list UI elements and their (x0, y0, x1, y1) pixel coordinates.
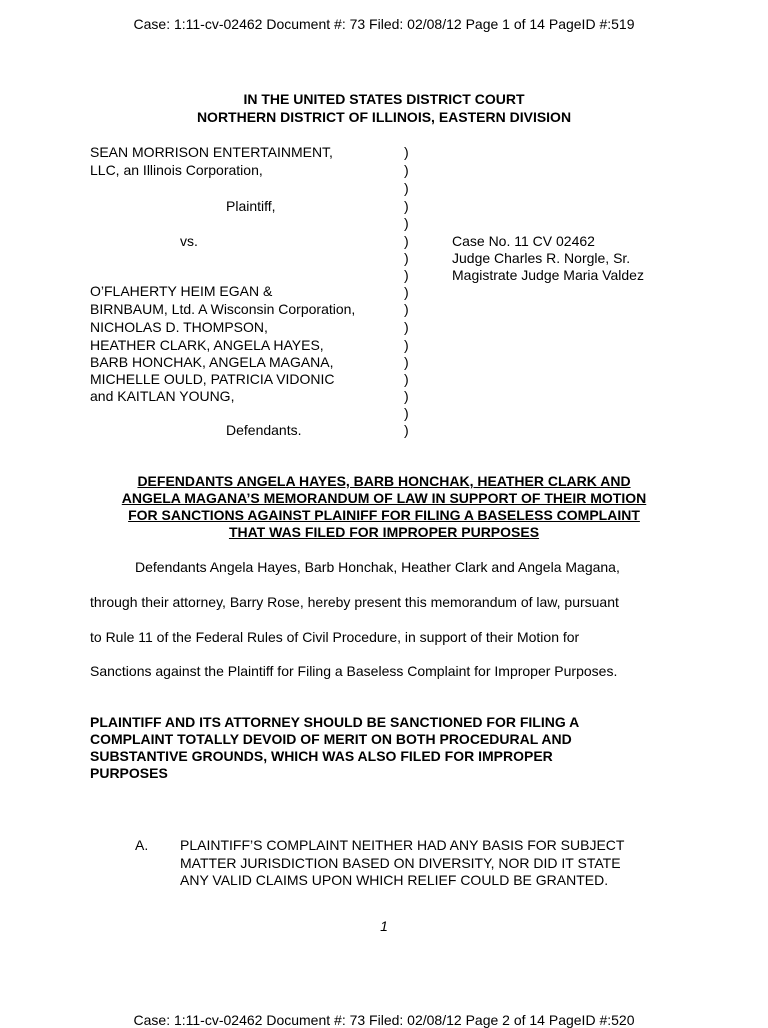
subsection-line-2: MATTER JURISDICTION BASED ON DIVERSITY, NOR DID IT STATE (180, 855, 621, 871)
body-line-1: Defendants Angela Hayes, Barb Honchak, Heather Clark and Angela Magana, (135, 559, 620, 575)
caption-paren: ) (404, 215, 409, 231)
document-title-line-3: FOR SANCTIONS AGAINST PLAINIFF FOR FILING A BASELESS COMPLAINT (128, 507, 640, 523)
caption-plaintiff-line-1: SEAN MORRISON ENTERTAINMENT, (90, 144, 333, 160)
caption-defendant-line-3: NICHOLAS D. THOMPSON, (90, 319, 268, 335)
judge: Judge Charles R. Norgle, Sr. (452, 250, 631, 266)
court-name-line-2: NORTHERN DISTRICT OF ILLINOIS, EASTERN DIVISION (196, 109, 572, 125)
caption-paren: ) (404, 337, 409, 353)
page-number: 1 (380, 918, 388, 934)
caption-paren: ) (404, 319, 409, 335)
section-heading-line-2: COMPLAINT TOTALLY DEVOID OF MERIT ON BOTH PROCEDURAL AND (90, 731, 572, 747)
caption-defendant-line-5: BARB HONCHAK, ANGELA MAGANA, (90, 354, 334, 370)
court-name-line-1: IN THE UNITED STATES DISTRICT COURT (243, 91, 525, 107)
section-heading-line-1: PLAINTIFF AND ITS ATTORNEY SHOULD BE SANCTIONED FOR FILING A (90, 714, 580, 730)
section-heading-line-3: SUBSTANTIVE GROUNDS, WHICH WAS ALSO FILED FOR IMPROPER (90, 748, 553, 764)
caption-plaintiff-label: Plaintiff, (226, 198, 276, 214)
caption-paren: ) (404, 267, 409, 283)
caption-defendant-line-1: O’FLAHERTY HEIM EGAN & (90, 283, 273, 299)
document-title-line-4: THAT WAS FILED FOR IMPROPER PURPOSES (228, 524, 540, 540)
caption-vs: vs. (180, 233, 198, 249)
caption-paren: ) (404, 162, 409, 178)
caption-paren: ) (404, 250, 409, 266)
magistrate-judge: Magistrate Judge Maria Valdez (452, 267, 644, 283)
document-title-line-2: ANGELA MAGANA’S MEMORANDUM OF LAW IN SUPPORT OF THEIR MOTION (121, 490, 647, 506)
body-line-3: to Rule 11 of the Federal Rules of Civil Procedure, in support of their Motion for (90, 629, 580, 645)
caption-paren: ) (404, 301, 409, 317)
case-number: Case No. 11 CV 02462 (452, 233, 595, 249)
caption-paren: ) (404, 144, 409, 160)
subsection-line-3: ANY VALID CLAIMS UPON WHICH RELIEF COULD BE GRANTED. (180, 872, 609, 888)
caption-defendant-line-7: and KAITLAN YOUNG, (90, 388, 235, 404)
page-header: Case: 1:11-cv-02462 Document #: 73 Filed: 02/08/12 Page 1 of 14 PageID #:519 (133, 16, 635, 32)
caption-paren: ) (404, 405, 409, 421)
next-page-header: Case: 1:11-cv-02462 Document #: 73 Filed: 02/08/12 Page 2 of 14 PageID #:520 (133, 1012, 635, 1028)
section-heading-line-4: PURPOSES (90, 765, 168, 781)
caption-paren: ) (404, 388, 409, 404)
caption-defendant-line-6: MICHELLE OULD, PATRICIA VIDONIC (90, 371, 335, 387)
body-line-2: through their attorney, Barry Rose, hereby present this memorandum of law, pursuant (90, 594, 619, 610)
subsection-label: A. (135, 837, 149, 853)
caption-paren: ) (404, 354, 409, 370)
caption-paren: ) (404, 180, 409, 196)
caption-paren: ) (404, 284, 409, 300)
caption-paren: ) (404, 371, 409, 387)
caption-paren: ) (404, 233, 409, 249)
caption-paren: ) (404, 422, 409, 438)
document-title-line-1: DEFENDANTS ANGELA HAYES, BARB HONCHAK, HEATHER CLARK AND (137, 473, 631, 489)
caption-plaintiff-line-2: LLC, an Illinois Corporation, (90, 162, 263, 178)
subsection-line-1: PLAINTIFF’S COMPLAINT NEITHER HAD ANY BASIS FOR SUBJECT (180, 837, 625, 853)
caption-defendant-line-2: BIRNBAUM, Ltd. A Wisconsin Corporation, (90, 301, 356, 317)
caption-defendant-line-4: HEATHER CLARK, ANGELA HAYES, (90, 337, 324, 353)
caption-defendants-label: Defendants. (226, 422, 302, 438)
body-line-4: Sanctions against the Plaintiff for Filing a Baseless Complaint for Improper Purposes. (90, 663, 618, 679)
caption-paren: ) (404, 198, 409, 214)
